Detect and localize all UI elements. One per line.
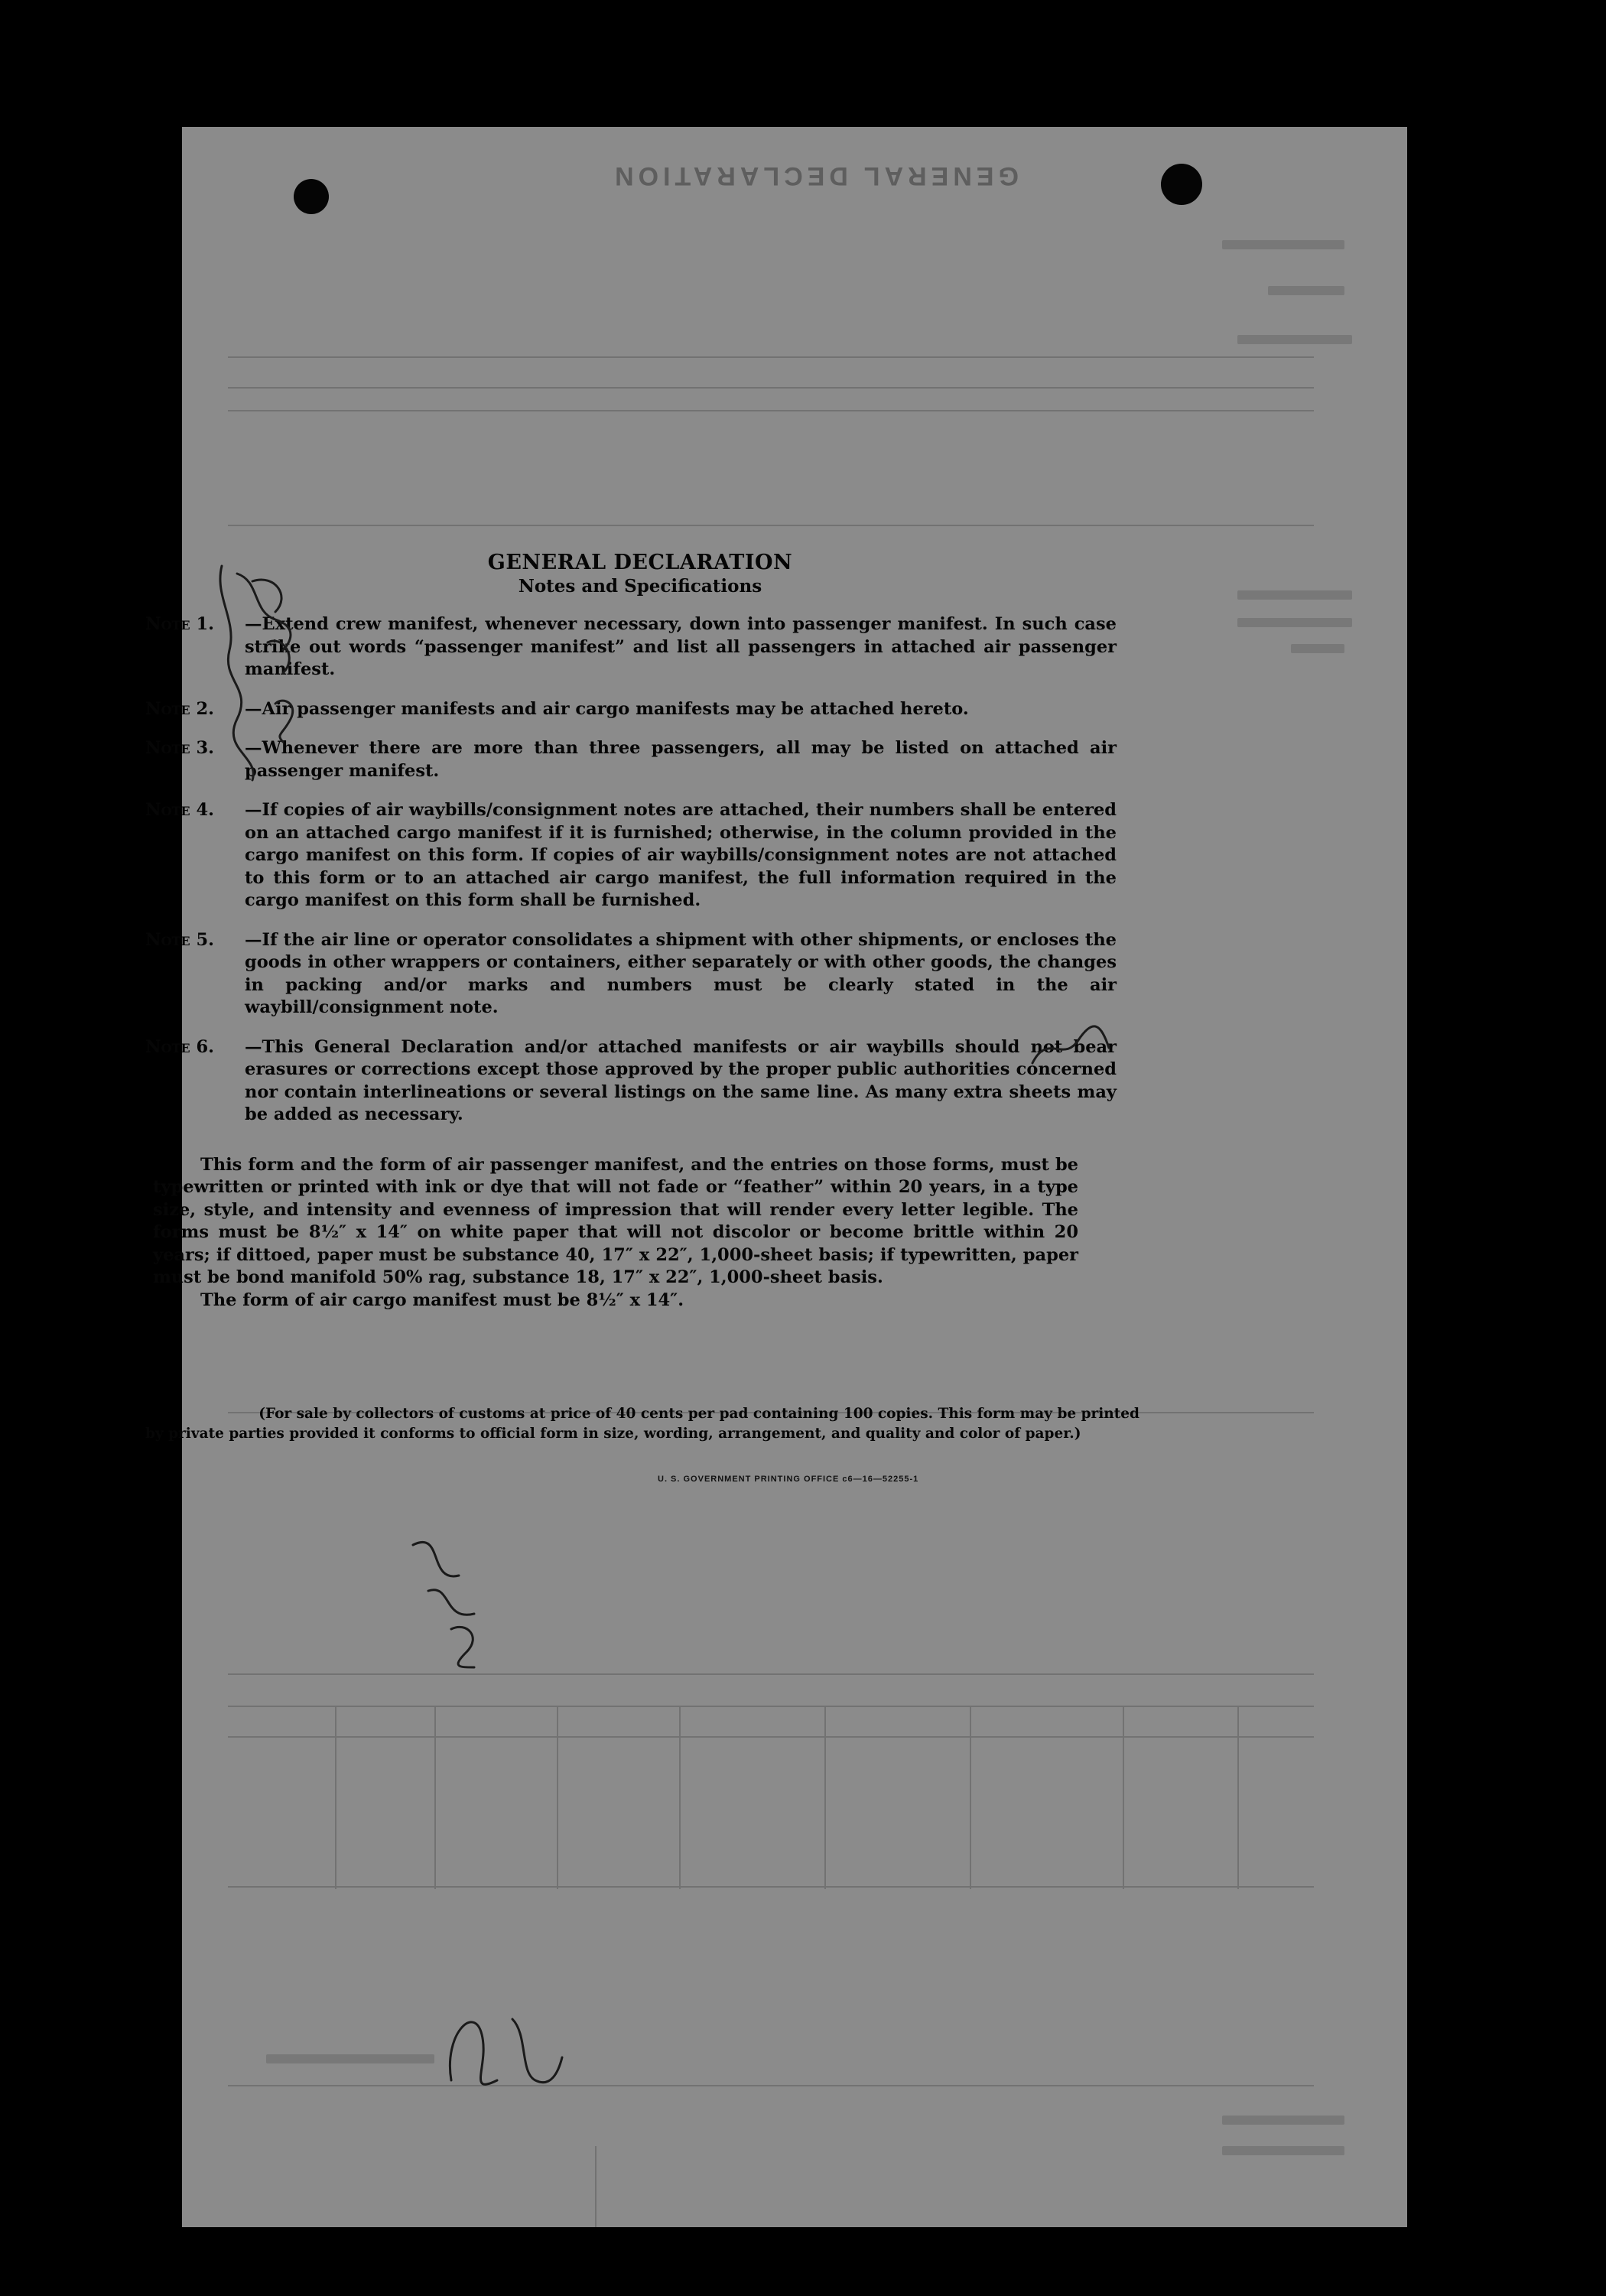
note-text: —Air passenger manifests and air cargo manifests may be attached hereto. bbox=[245, 698, 969, 719]
bleed-line bbox=[679, 1706, 681, 1889]
bleed-through-title: GENERAL DECLARATION bbox=[610, 161, 1019, 190]
bleed-text bbox=[1237, 335, 1352, 344]
bleed-text bbox=[1268, 286, 1344, 295]
bleed-line bbox=[228, 1706, 1314, 1707]
note-label: Note 2. bbox=[145, 698, 214, 719]
bleed-line bbox=[228, 356, 1314, 358]
note-label: Note 3. bbox=[145, 738, 214, 758]
note-6 bbox=[145, 1036, 1117, 1127]
printing-office-imprint: U. S. GOVERNMENT PRINTING OFFICE c6—16—52255-1 bbox=[658, 1475, 919, 1484]
bleed-line bbox=[557, 1706, 558, 1889]
cargo-manifest-size: The form of air cargo manifest must be 8½″ x 14″. bbox=[200, 1289, 684, 1310]
bleed-line bbox=[824, 1706, 826, 1889]
note-label: Note 4. bbox=[145, 800, 214, 820]
bleed-line bbox=[228, 2085, 1314, 2086]
handwritten-mark-middle bbox=[1025, 1017, 1117, 1078]
form-specification: This form and the form of air passenger manifest, and the entries on those forms, must be typewritten or printed with ink or dye that will not fade or “feather” within 20 years, in a type size, style, and intensity and evenness of impression that will render every letter legible. The forms must be 8½″ x 14″ on white paper that will not discolor or become brittle within 20 years; if dittoed, paper must be substance 40, 17″ x 22″, 1,000-sheet basis; if typewritten, paper must be bond manifold 50% rag, substance 18, 17″ x 22″, 1,000-sheet basis. bbox=[153, 1154, 1078, 1287]
bleed-line bbox=[228, 410, 1314, 411]
bleed-text bbox=[266, 2054, 434, 2063]
bleed-line bbox=[434, 1706, 436, 1889]
bleed-line bbox=[335, 1706, 336, 1889]
sale-notice-line-1: (For sale by collectors of customs at price of 40 cents per pad containing 100 copies. This form may be printed bbox=[258, 1406, 1139, 1422]
note-text: —Extend crew manifest, whenever necessary, down into passenger manifest. In such case strike out words “passenger manifest” and list all passengers in attached air passenger manifest. bbox=[245, 614, 1117, 679]
bleed-line bbox=[970, 1706, 971, 1889]
bleed-line bbox=[228, 525, 1314, 526]
page-title: GENERAL DECLARATION bbox=[487, 551, 793, 574]
punch-hole-left bbox=[294, 179, 329, 214]
note-label: Note 6. bbox=[145, 1036, 214, 1057]
bleed-text bbox=[1237, 618, 1352, 627]
note-text: —This General Declaration and/or attached manifests or air waybills should not bear erasures or corrections except those approved by the proper public authorities concerned nor contain interlineations or several listings on the same line. As many extra sheets may be added as necessary. bbox=[245, 1036, 1117, 1124]
bleed-line bbox=[228, 387, 1314, 389]
bleed-text bbox=[1222, 2116, 1344, 2125]
bleed-line bbox=[228, 1673, 1314, 1675]
note-label: Note 5. bbox=[145, 929, 214, 950]
page-subtitle: Notes and Specifications bbox=[518, 576, 762, 597]
note-4 bbox=[145, 799, 1117, 912]
bleed-text bbox=[1237, 590, 1352, 600]
punch-hole-right bbox=[1161, 164, 1202, 205]
handwritten-initials-bottom bbox=[398, 1522, 520, 1675]
bleed-line bbox=[595, 2146, 597, 2227]
note-text: —Whenever there are more than three passengers, all may be listed on attached air passenger manifest. bbox=[245, 738, 1117, 781]
note-text: —If copies of air waybills/consignment notes are attached, their numbers shall be entered on an attached cargo manifest if it is furnished; otherwise, in the column provided in the cargo manifest on this form. If copies of air waybills/consignment notes are not attached to this form or to an attached air cargo manifest, the full information required in the cargo manifest on this form shall be furnished. bbox=[245, 800, 1117, 910]
bleed-line bbox=[1237, 1706, 1239, 1889]
bleed-text bbox=[1222, 2146, 1344, 2155]
handwritten-signature bbox=[428, 1989, 581, 2111]
bleed-line bbox=[228, 1736, 1314, 1738]
sale-notice bbox=[145, 1404, 1139, 1444]
sale-notice-line-2: by private parties provided it conforms to official form in size, wording, arrangement, and quality and color of paper.) bbox=[145, 1426, 1081, 1442]
note-label: Note 1. bbox=[145, 614, 214, 634]
bleed-text bbox=[1291, 644, 1344, 653]
bleed-line bbox=[228, 1886, 1314, 1888]
bleed-text bbox=[1222, 240, 1344, 249]
handwritten-annotation-upper-left bbox=[229, 566, 298, 658]
note-5 bbox=[145, 929, 1117, 1020]
bleed-line bbox=[1123, 1706, 1124, 1889]
note-text: —If the air line or operator consolidates a shipment with other shipments, or encloses the goods in other wrappers or containers, either separately or with other goods, the changes in packing and/or marks and numbers must be clearly stated in the air waybill/consignment note. bbox=[245, 929, 1117, 1017]
